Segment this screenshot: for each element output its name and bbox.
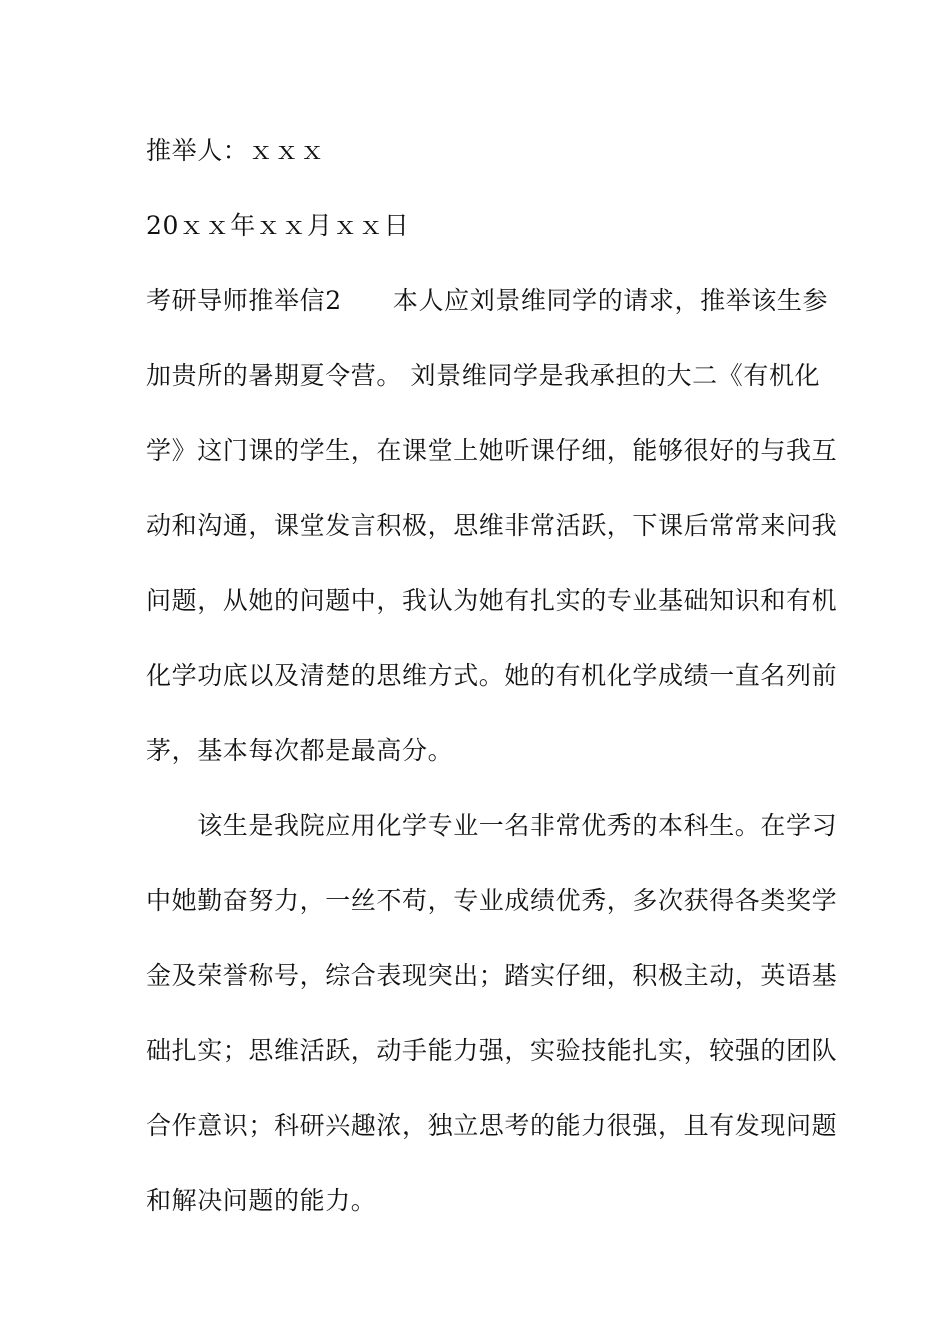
body-line: 金及荣誉称号，综合表现突出；踏实仔细，积极主动，英语基 (146, 961, 838, 990)
body-line: 和解决问题的能力。 (146, 1186, 377, 1215)
body-line: 动和沟通，课堂发言积极，思维非常活跃，下课后常常来问我 (146, 511, 838, 540)
body-line: 化学功底以及清楚的思维方式。她的有机化学成绩一直名列前 (146, 661, 838, 690)
body-line: 茅，基本每次都是最高分。 (146, 736, 454, 765)
body-line: 加贵所的暑期夏令营。 刘景维同学是我承担的大二《有机化 (146, 361, 821, 390)
body-line: 学》这门课的学生，在课堂上她听课仔细，能够很好的与我互 (146, 436, 838, 465)
body-line: 考研导师推举信2 本人应刘景维同学的请求，推举该生参 (146, 286, 829, 315)
date-line: 20ｘｘ年ｘｘ月ｘｘ日 (146, 211, 410, 240)
body-line: 该生是我院应用化学专业一名非常优秀的本科生。在学习 (146, 811, 838, 840)
body-line: 问题，从她的问题中，我认为她有扎实的专业基础知识和有机 (146, 586, 838, 615)
body-line: 础扎实；思维活跃，动手能力强，实验技能扎实，较强的团队 (146, 1036, 838, 1065)
body-line: 中她勤奋努力，一丝不苟，专业成绩优秀，多次获得各类奖学 (146, 886, 838, 915)
body-line: 合作意识；科研兴趣浓，独立思考的能力很强，且有发现问题 (146, 1111, 838, 1140)
recommender-line: 推举人：ｘｘｘ (146, 136, 326, 165)
